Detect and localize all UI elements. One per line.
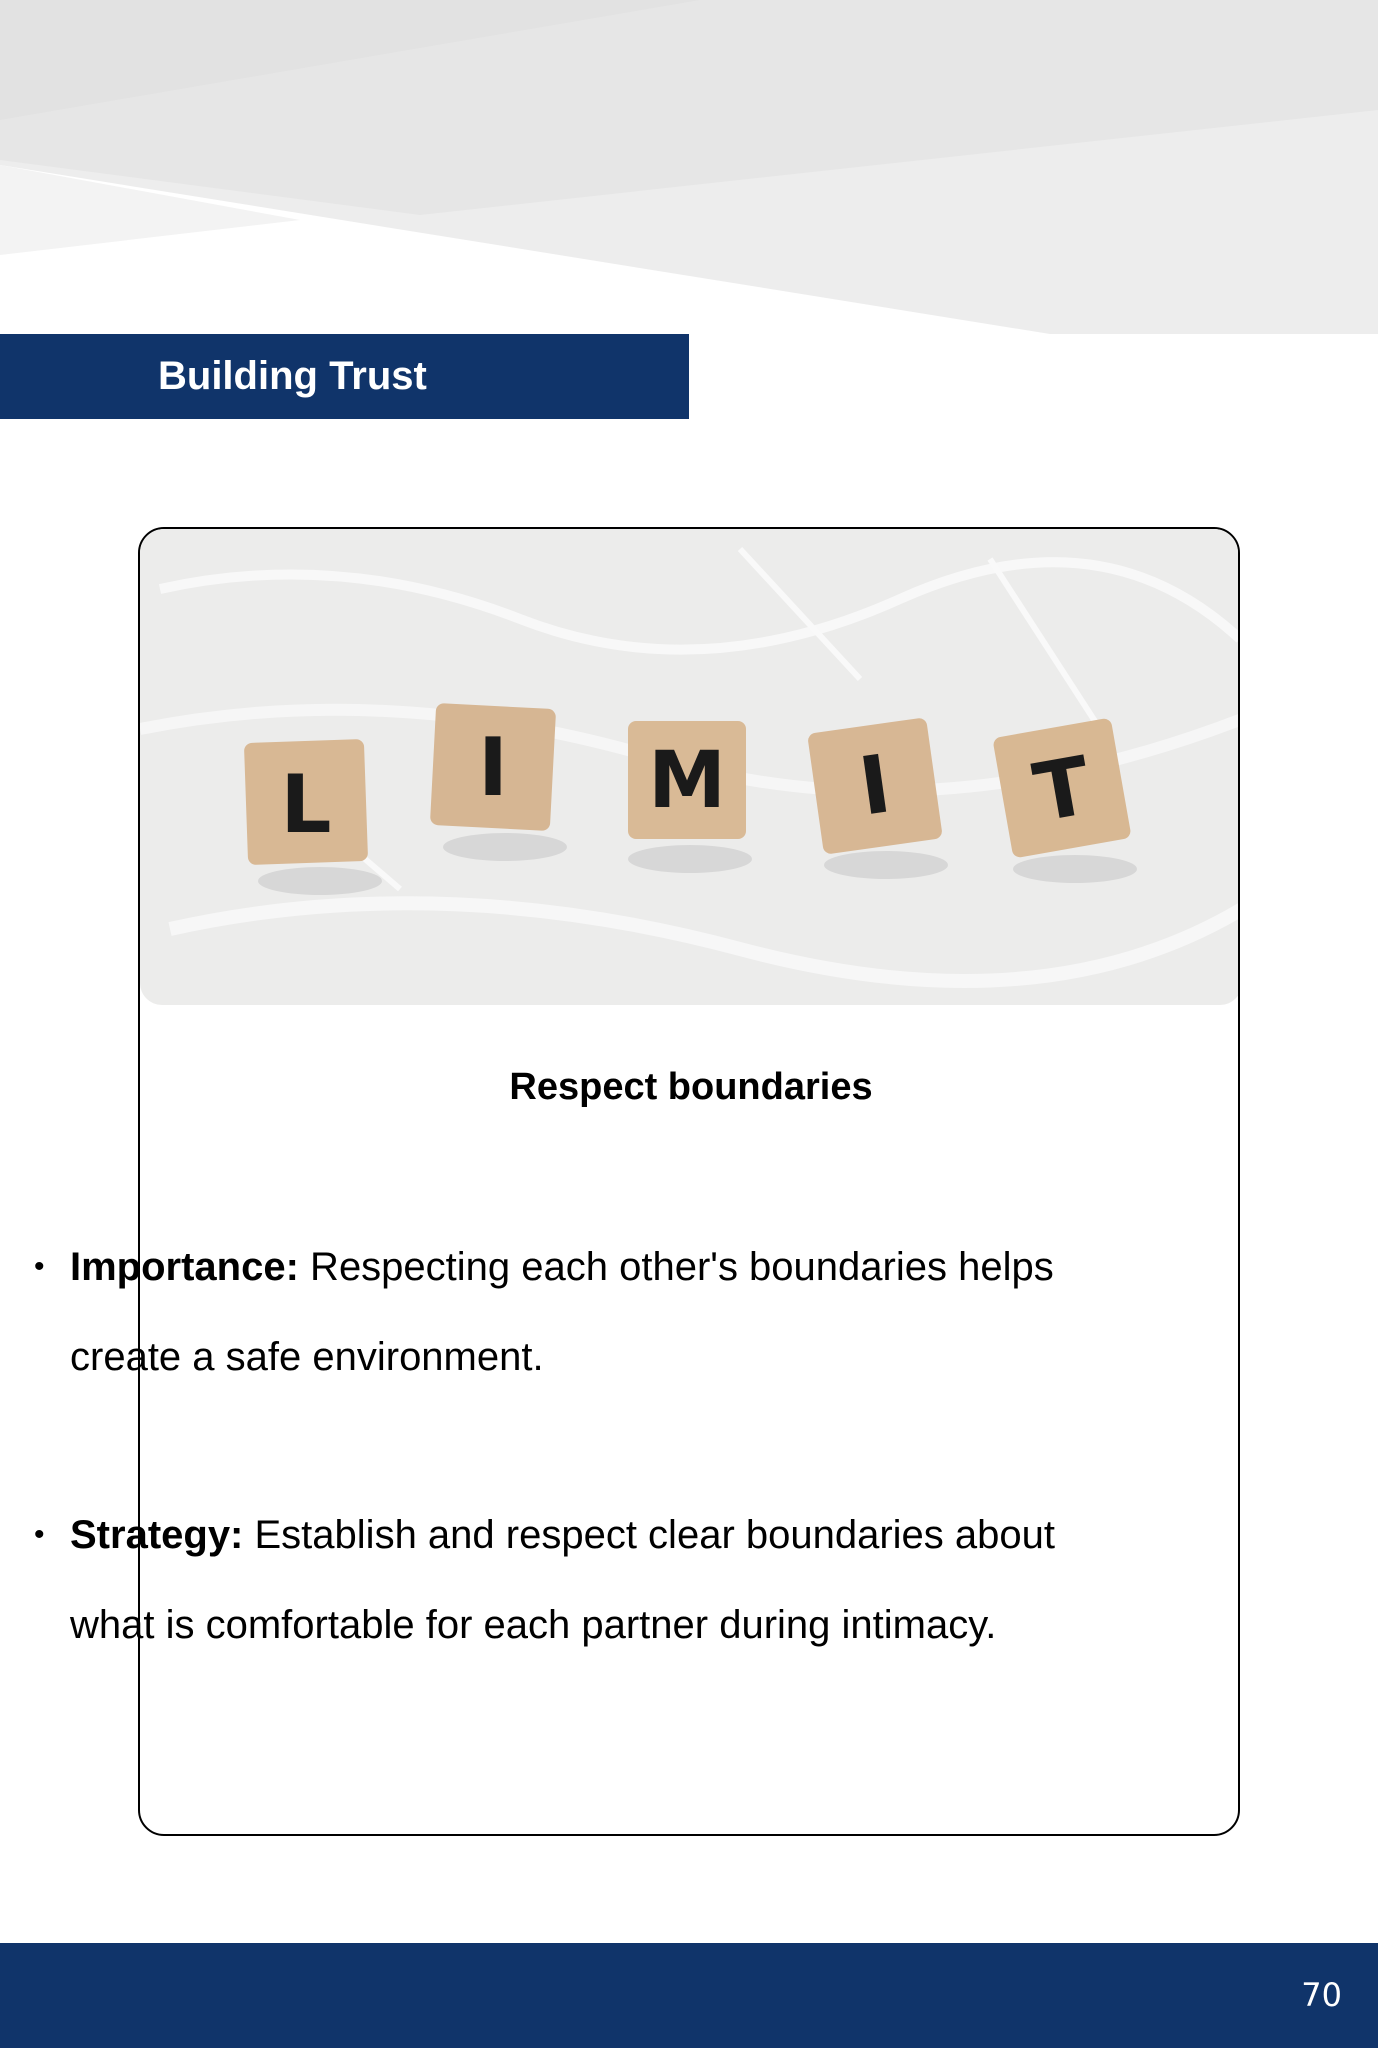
block-letter: M <box>648 736 726 826</box>
card-title: Respect boundaries <box>509 1066 873 1108</box>
page-number: 70 <box>1301 1976 1342 2014</box>
block-letter: L <box>280 758 332 851</box>
letter-block-3 <box>628 721 752 873</box>
bullet-text: Respecting each other's boundaries helps create a safe environment. <box>70 1245 1054 1379</box>
bullet-text: Establish and respect clear boundaries about what is comfortable for each partner during intimacy. <box>70 1513 1056 1647</box>
bullet-strategy <box>34 1490 1110 1670</box>
header-background-graphic <box>0 0 1378 340</box>
bullet-dot: • <box>34 1518 45 1551</box>
block-letter: I <box>853 737 897 834</box>
bullet-dot: • <box>34 1250 45 1283</box>
bullet-label: Strategy: <box>70 1513 244 1557</box>
block-letter: I <box>478 721 508 814</box>
section-title: Building Trust <box>158 354 427 398</box>
block-letter: T <box>1027 738 1098 841</box>
bullet-importance <box>34 1222 1110 1402</box>
section-header-bar <box>0 334 689 419</box>
footer-bar <box>0 1943 1378 2048</box>
bullet-label: Importance: <box>70 1245 299 1289</box>
limit-blocks-photo <box>140 529 1240 1005</box>
